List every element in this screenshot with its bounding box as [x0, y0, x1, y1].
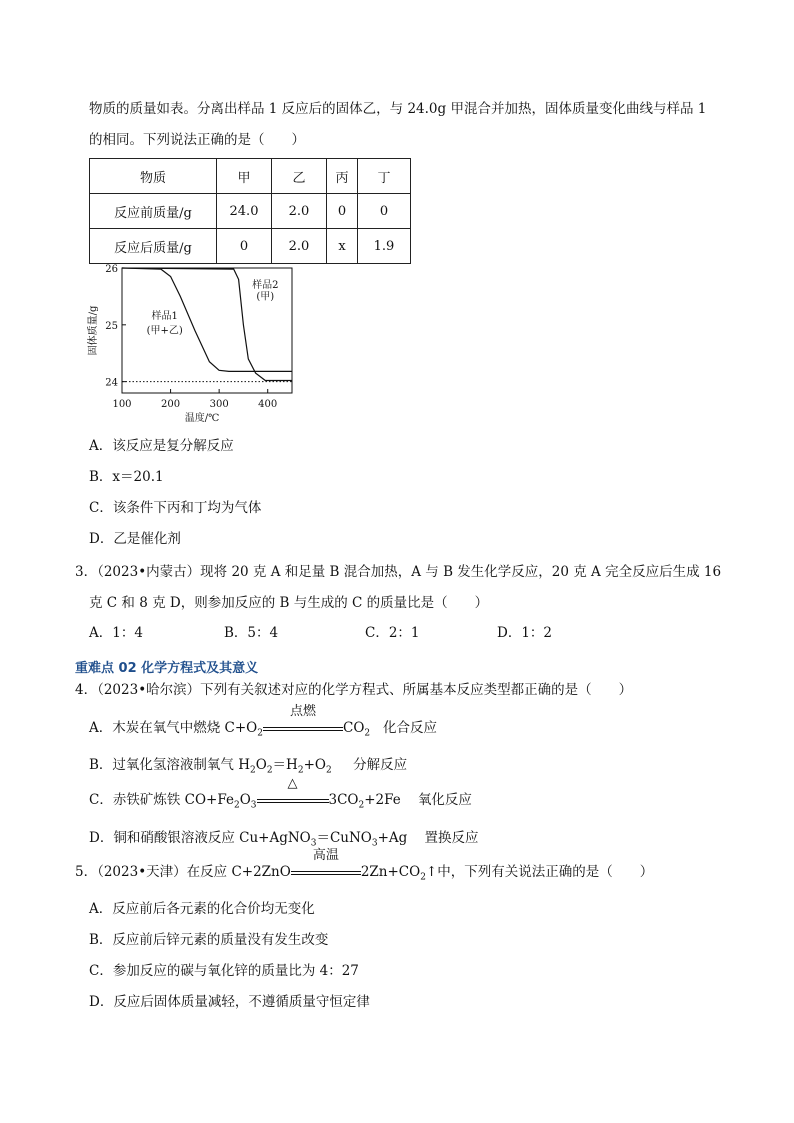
double-bar [257, 799, 329, 803]
x-tick-label: 400 [258, 399, 278, 410]
subscript: 2 [233, 800, 240, 811]
series-1-label: 样品1 [151, 311, 178, 323]
y-tick-label: 25 [105, 320, 118, 332]
table-cell: 反应前质量/g [90, 194, 217, 229]
q4-option-c [89, 776, 472, 815]
table-cell: 2.0 [272, 229, 327, 264]
q4-a-product: CO [342, 720, 365, 736]
q5-stem-product: 2Zn+CO [360, 864, 421, 880]
x-tick-label: 300 [209, 399, 229, 410]
section-heading: 重难点 02 化学方程式及其意义 [75, 661, 259, 676]
q5-stem [75, 848, 654, 887]
q3-option-c: C．2：1 [365, 625, 420, 641]
q4-option-d [89, 829, 478, 853]
q4-d-type: 置换反应 [424, 830, 479, 846]
table-header-cell: 丙 [327, 159, 358, 194]
subscript: 2 [257, 728, 263, 739]
q4-a-text: A．木炭在氧气中燃烧 C+O [89, 720, 258, 736]
table-cell: 24.0 [217, 194, 272, 229]
q4-option-a [89, 704, 437, 743]
table-header-cell: 物质 [90, 159, 217, 194]
table-cell: 反应后质量/g [90, 229, 217, 264]
q4-b-text: B．过氧化氢溶液制氧气 H [89, 757, 250, 773]
q5-option-c: C．参加反应的碳与氧化锌的质量比为 4：27 [89, 963, 359, 979]
q4-c-product: +2Fe [364, 792, 401, 808]
table-row [90, 194, 411, 229]
reaction-arrow [257, 776, 329, 809]
x-tick-label: 200 [161, 399, 181, 410]
table-header-row [90, 159, 411, 194]
q2-option-c: C．该条件下丙和丁均为气体 [89, 500, 262, 516]
q4-a-type: 化合反应 [383, 720, 437, 736]
subscript: 2 [358, 800, 365, 811]
subscript: 2 [297, 765, 304, 776]
subscript: 3 [250, 800, 257, 811]
table-cell: 0 [327, 194, 358, 229]
q4-b-formula: ＝H [272, 757, 298, 773]
q3-option-d: D．1：2 [497, 625, 553, 641]
q5-option-b: B．反应前后锌元素的质量没有发生改变 [89, 932, 329, 948]
table-cell: 2.0 [272, 194, 327, 229]
table-row [90, 229, 411, 264]
intro-line-1: 物质的质量如表。分离出样品 1 反应后的固体乙，与 24.0g 甲混合并加热，固体质量变化曲线与样品 1 [89, 101, 707, 117]
q2-option-d: D．乙是催化剂 [89, 531, 181, 547]
table-header-cell: 丁 [358, 159, 411, 194]
table-cell: x [327, 229, 358, 264]
q4-d-formula: ＝CuNO [316, 830, 372, 846]
q4-c-formula: O [239, 792, 251, 808]
series-1-label: (甲+乙) [146, 325, 183, 337]
table-cell: 0 [217, 229, 272, 264]
subscript: 3 [371, 838, 378, 849]
reaction-arrow [291, 848, 361, 881]
q4-c-type: 氧化反应 [417, 792, 472, 808]
q5-stem-text: ↑中，下列有关说法正确的是（ ） [425, 864, 654, 880]
intro-line-2: 的相同。下列说法正确的是（ ） [89, 132, 305, 148]
q4-stem: 4．（2023•哈尔滨）下列有关叙述对应的化学方程式、所属基本反应类型都正确的是（ ） [75, 682, 633, 698]
double-bar [263, 727, 343, 731]
reaction-arrow [263, 704, 343, 737]
table-cell: 0 [358, 194, 411, 229]
q4-d-text: D．铜和硝酸银溶液反应 Cu+AgNO [89, 830, 311, 846]
q5-option-a: A．反应前后各元素的化合价均无变化 [89, 901, 315, 917]
q3-option-a: A．1：4 [89, 625, 143, 641]
subscript: 2 [266, 765, 273, 776]
q4-b-formula: +O [303, 757, 326, 773]
q4-option-b [89, 756, 407, 780]
y-tick-label: 24 [105, 377, 118, 389]
q3-stem-line-2: 克 C 和 8 克 D，则参加反应的 B 与生成的 C 的质量比是（ ） [89, 595, 489, 611]
x-axis-label: 温度/℃ [184, 413, 220, 422]
series-2-label: (甲) [256, 291, 275, 303]
q4-c-text: C．赤铁矿炼铁 CO+Fe [89, 792, 234, 808]
subscript: 2 [250, 765, 256, 776]
table-cell: 1.9 [358, 229, 411, 264]
q2-option-a: A．该反应是复分解反应 [89, 438, 234, 454]
x-tick-label: 100 [112, 399, 132, 410]
table-header-cell: 甲 [217, 159, 272, 194]
double-bar [291, 871, 361, 875]
q5-option-d: D．反应后固体质量减轻，不遵循质量守恒定律 [89, 994, 370, 1010]
mass-table [89, 158, 411, 264]
reaction-condition: 高温 [312, 848, 339, 863]
reaction-condition: 点燃 [289, 704, 316, 719]
table-header-cell: 乙 [272, 159, 327, 194]
q4-b-formula: O [255, 757, 267, 773]
q4-d-formula: +Ag [377, 830, 408, 846]
subscript: 2 [420, 872, 426, 883]
subscript: 2 [364, 728, 371, 739]
mass-temperature-chart [84, 262, 304, 422]
y-tick-label: 26 [105, 264, 118, 275]
series-2-label: 样品2 [252, 279, 279, 291]
q2-option-b: B．x＝20.1 [89, 469, 164, 485]
q3-stem-line-1: 3．（2023•内蒙古）现将 20 克 A 和足量 B 混合加热，A 与 B 发生化学反应，20 克 A 完全反应后生成 16 [75, 564, 722, 580]
y-axis-label: 固体质量/g [88, 305, 99, 356]
reaction-condition: △ [287, 776, 298, 791]
q5-stem-text: 5．（2023•天津）在反应 C+2ZnO [75, 864, 291, 880]
subscript: 2 [325, 765, 332, 776]
q4-b-type: 分解反应 [353, 757, 408, 773]
q3-option-b: B．5：4 [224, 625, 279, 641]
subscript: 3 [310, 838, 317, 849]
q4-c-product: 3CO [328, 792, 359, 808]
